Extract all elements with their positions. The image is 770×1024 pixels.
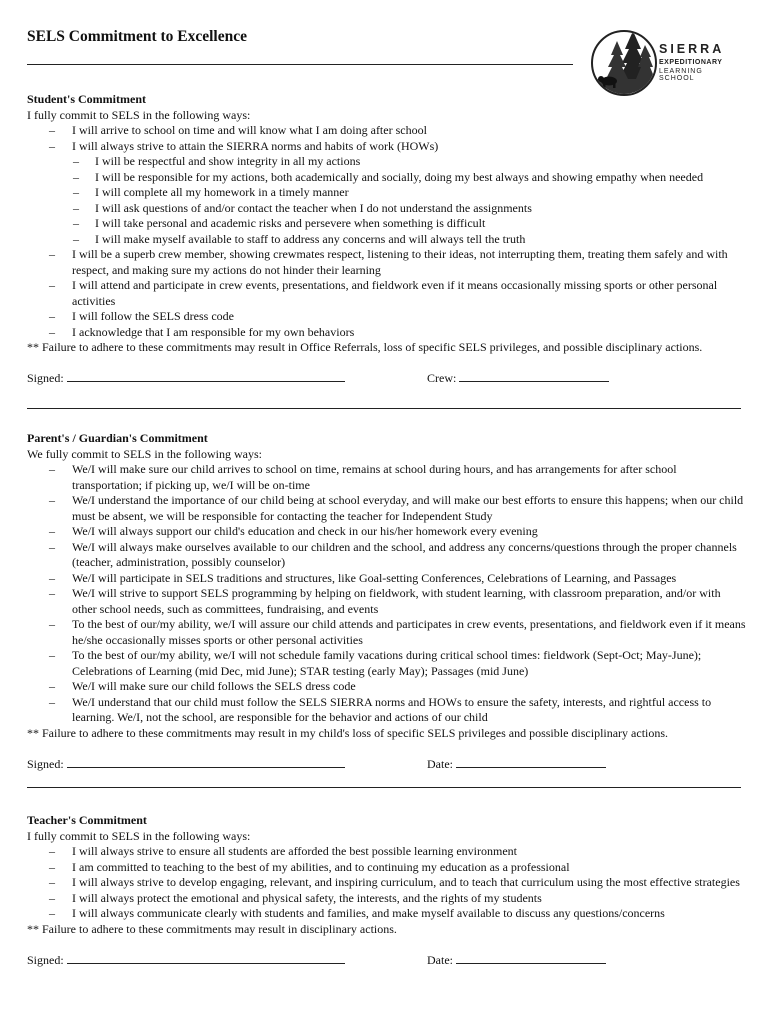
parent-intro: We fully commit to SELS in the following ways: [27, 446, 263, 461]
teacher-heading: Teacher's Commitment [27, 813, 147, 827]
list-item: – We/I will strive to support SELS programming by helping on fieldwork, with student learning, with classroom preparation, and/or with other school needs, such as committees, fundraising, and events [27, 586, 747, 617]
sub-list-item: – I will ask questions of and/or contact the teacher when I do not understand the assignments [27, 201, 747, 217]
student-heading: Student's Commitment [27, 92, 146, 106]
list-item: – I will always strive to develop engaging, relevant, and inspiring curriculum, and to teach that curriculum using the most effective strategies [27, 875, 747, 891]
teacher-commitment-list [27, 844, 747, 922]
list-item: – We/I will make sure our child follows the SELS dress code [27, 679, 747, 695]
student-signed-label: Signed: [27, 370, 64, 385]
parent-failure-note: ** Failure to adhere to these commitments may result in my child's loss of specific SELS privileges and possible disciplinary actions. [27, 725, 669, 740]
student-crew-label: Crew: [427, 370, 457, 385]
title-underline [27, 64, 573, 65]
list-item: – To the best of our/my ability, we/I will not schedule family vacations during critical school times: fieldwork (Sept-Oct; May-June); Celebrations of Learning (mid Dec, mid June); STAR testing (early May); Passages (mid June) [27, 648, 747, 679]
teacher-commitment-section [27, 813, 747, 967]
logo-learning-school-text: LEARNING SCHOOL [659, 67, 703, 82]
list-item: – We/I will always support our child's education and check in our his/her homework every evening [27, 524, 747, 540]
teacher-signed-label: Signed: [27, 953, 64, 967]
teacher-date-field[interactable] [456, 951, 606, 964]
school-logo [589, 27, 739, 99]
list-item: – I will be a superb crew member, showing crewmates respect, listening to their ideas, not interrupting them, treating them safely and with respect, and making sure my actions do not hinder their learning [27, 247, 747, 278]
list-item: – I am committed to teaching to the best of my abilities, and to continuing my education as a professional [27, 860, 747, 876]
list-item: – I will always strive to ensure all students are afforded the best possible learning environment [27, 844, 747, 860]
sub-list-item: – I will make myself available to staff to address any concerns and will always tell the truth [27, 232, 747, 248]
teacher-intro: I fully commit to SELS in the following ways: [27, 828, 251, 843]
sub-list-item: – I will take personal and academic risks and persevere when something is difficult [27, 216, 747, 232]
list-item: – To the best of our/my ability, we/I will assure our child attends and participates in crew events, presentations, and fieldwork even if it means he/she occasionally misses sports or other personal activities [27, 617, 747, 648]
student-commitment-list [27, 123, 747, 340]
sub-list-item: – I will be responsible for my actions, both academically and socially, doing my best always and showing empathy when needed [27, 170, 747, 186]
list-item: – We/I understand the importance of our child being at school everyday, and will make our best efforts to ensure this happens; when our child must be absent, we will be responsible for contacting the teacher for Independent Study [27, 493, 747, 524]
parent-signature-row [27, 755, 747, 771]
list-item: – We/I will make sure our child arrives to school on time, remains at school during hours, and has arrangements for after school transportation; if picking up, we/I will be on-time [27, 462, 747, 493]
list-item: – I will always strive to attain the SIERRA norms and habits of work (HOWs) [27, 139, 747, 155]
parent-date-field[interactable] [456, 755, 606, 768]
list-item: – I will always protect the emotional and physical safety, the interests, and the rights of my students [27, 891, 747, 907]
student-commitment-section [27, 92, 747, 385]
parent-date-label: Date: [427, 757, 453, 771]
list-item: – I will attend and participate in crew events, presentations, and fieldwork even if it means occasionally missing sports or other personal activities [27, 278, 747, 309]
list-item: – We/I will always make ourselves available to our children and the school, and address any concerns/questions through the proper channels (teacher, administration, possibly counselor) [27, 540, 747, 571]
logo-sierra-text: SIERRA [659, 42, 725, 56]
student-intro: I fully commit to SELS in the following ways: [27, 107, 251, 122]
list-item: – I will follow the SELS dress code [27, 309, 747, 325]
page-title: SELS Commitment to Excellence [27, 28, 247, 45]
sub-list-item: – I will be respectful and show integrity in all my actions [27, 154, 747, 170]
list-item: – I will always communicate clearly with students and families, and make myself available to discuss any questions/concerns [27, 906, 747, 922]
section-divider [27, 408, 741, 409]
parent-signature-field[interactable] [67, 755, 345, 768]
student-crew-field[interactable] [459, 369, 609, 382]
student-signature-field[interactable] [67, 369, 345, 382]
list-item: – I acknowledge that I am responsible for my own behaviors [27, 325, 747, 341]
logo-expeditionary-text: EXPEDITIONARY [659, 58, 723, 66]
list-item: – I will arrive to school on time and will know what I am doing after school [27, 123, 747, 139]
teacher-signature-field[interactable] [67, 951, 345, 964]
list-item: – We/I will participate in SELS traditions and structures, like Goal-setting Conferences, Celebrations of Learning, and Passages [27, 571, 747, 587]
sub-list-item: – I will complete all my homework in a timely manner [27, 185, 747, 201]
parent-signed-label: Signed: [27, 757, 64, 771]
student-signature-row [27, 369, 747, 385]
student-failure-note: ** Failure to adhere to these commitments may result in Office Referrals, loss of specific SELS privileges, and possible disciplinary actions. [27, 340, 703, 354]
parent-commitment-list [27, 462, 747, 726]
list-item: – We/I understand that our child must follow the SELS SIERRA norms and HOWs to ensure the safety, interests, and rightful access to learning. We/I, not the school, are responsible for the behavior and actions of our child [27, 695, 747, 726]
teacher-signature-row [27, 951, 747, 967]
parent-heading: Parent's / Guardian's Commitment [27, 431, 208, 445]
teacher-failure-note: ** Failure to adhere to these commitments may result in disciplinary actions. [27, 921, 397, 936]
section-divider [27, 787, 741, 788]
teacher-date-label: Date: [427, 953, 453, 967]
parent-commitment-section [27, 431, 747, 771]
tree-bear-emblem-icon [589, 27, 657, 99]
